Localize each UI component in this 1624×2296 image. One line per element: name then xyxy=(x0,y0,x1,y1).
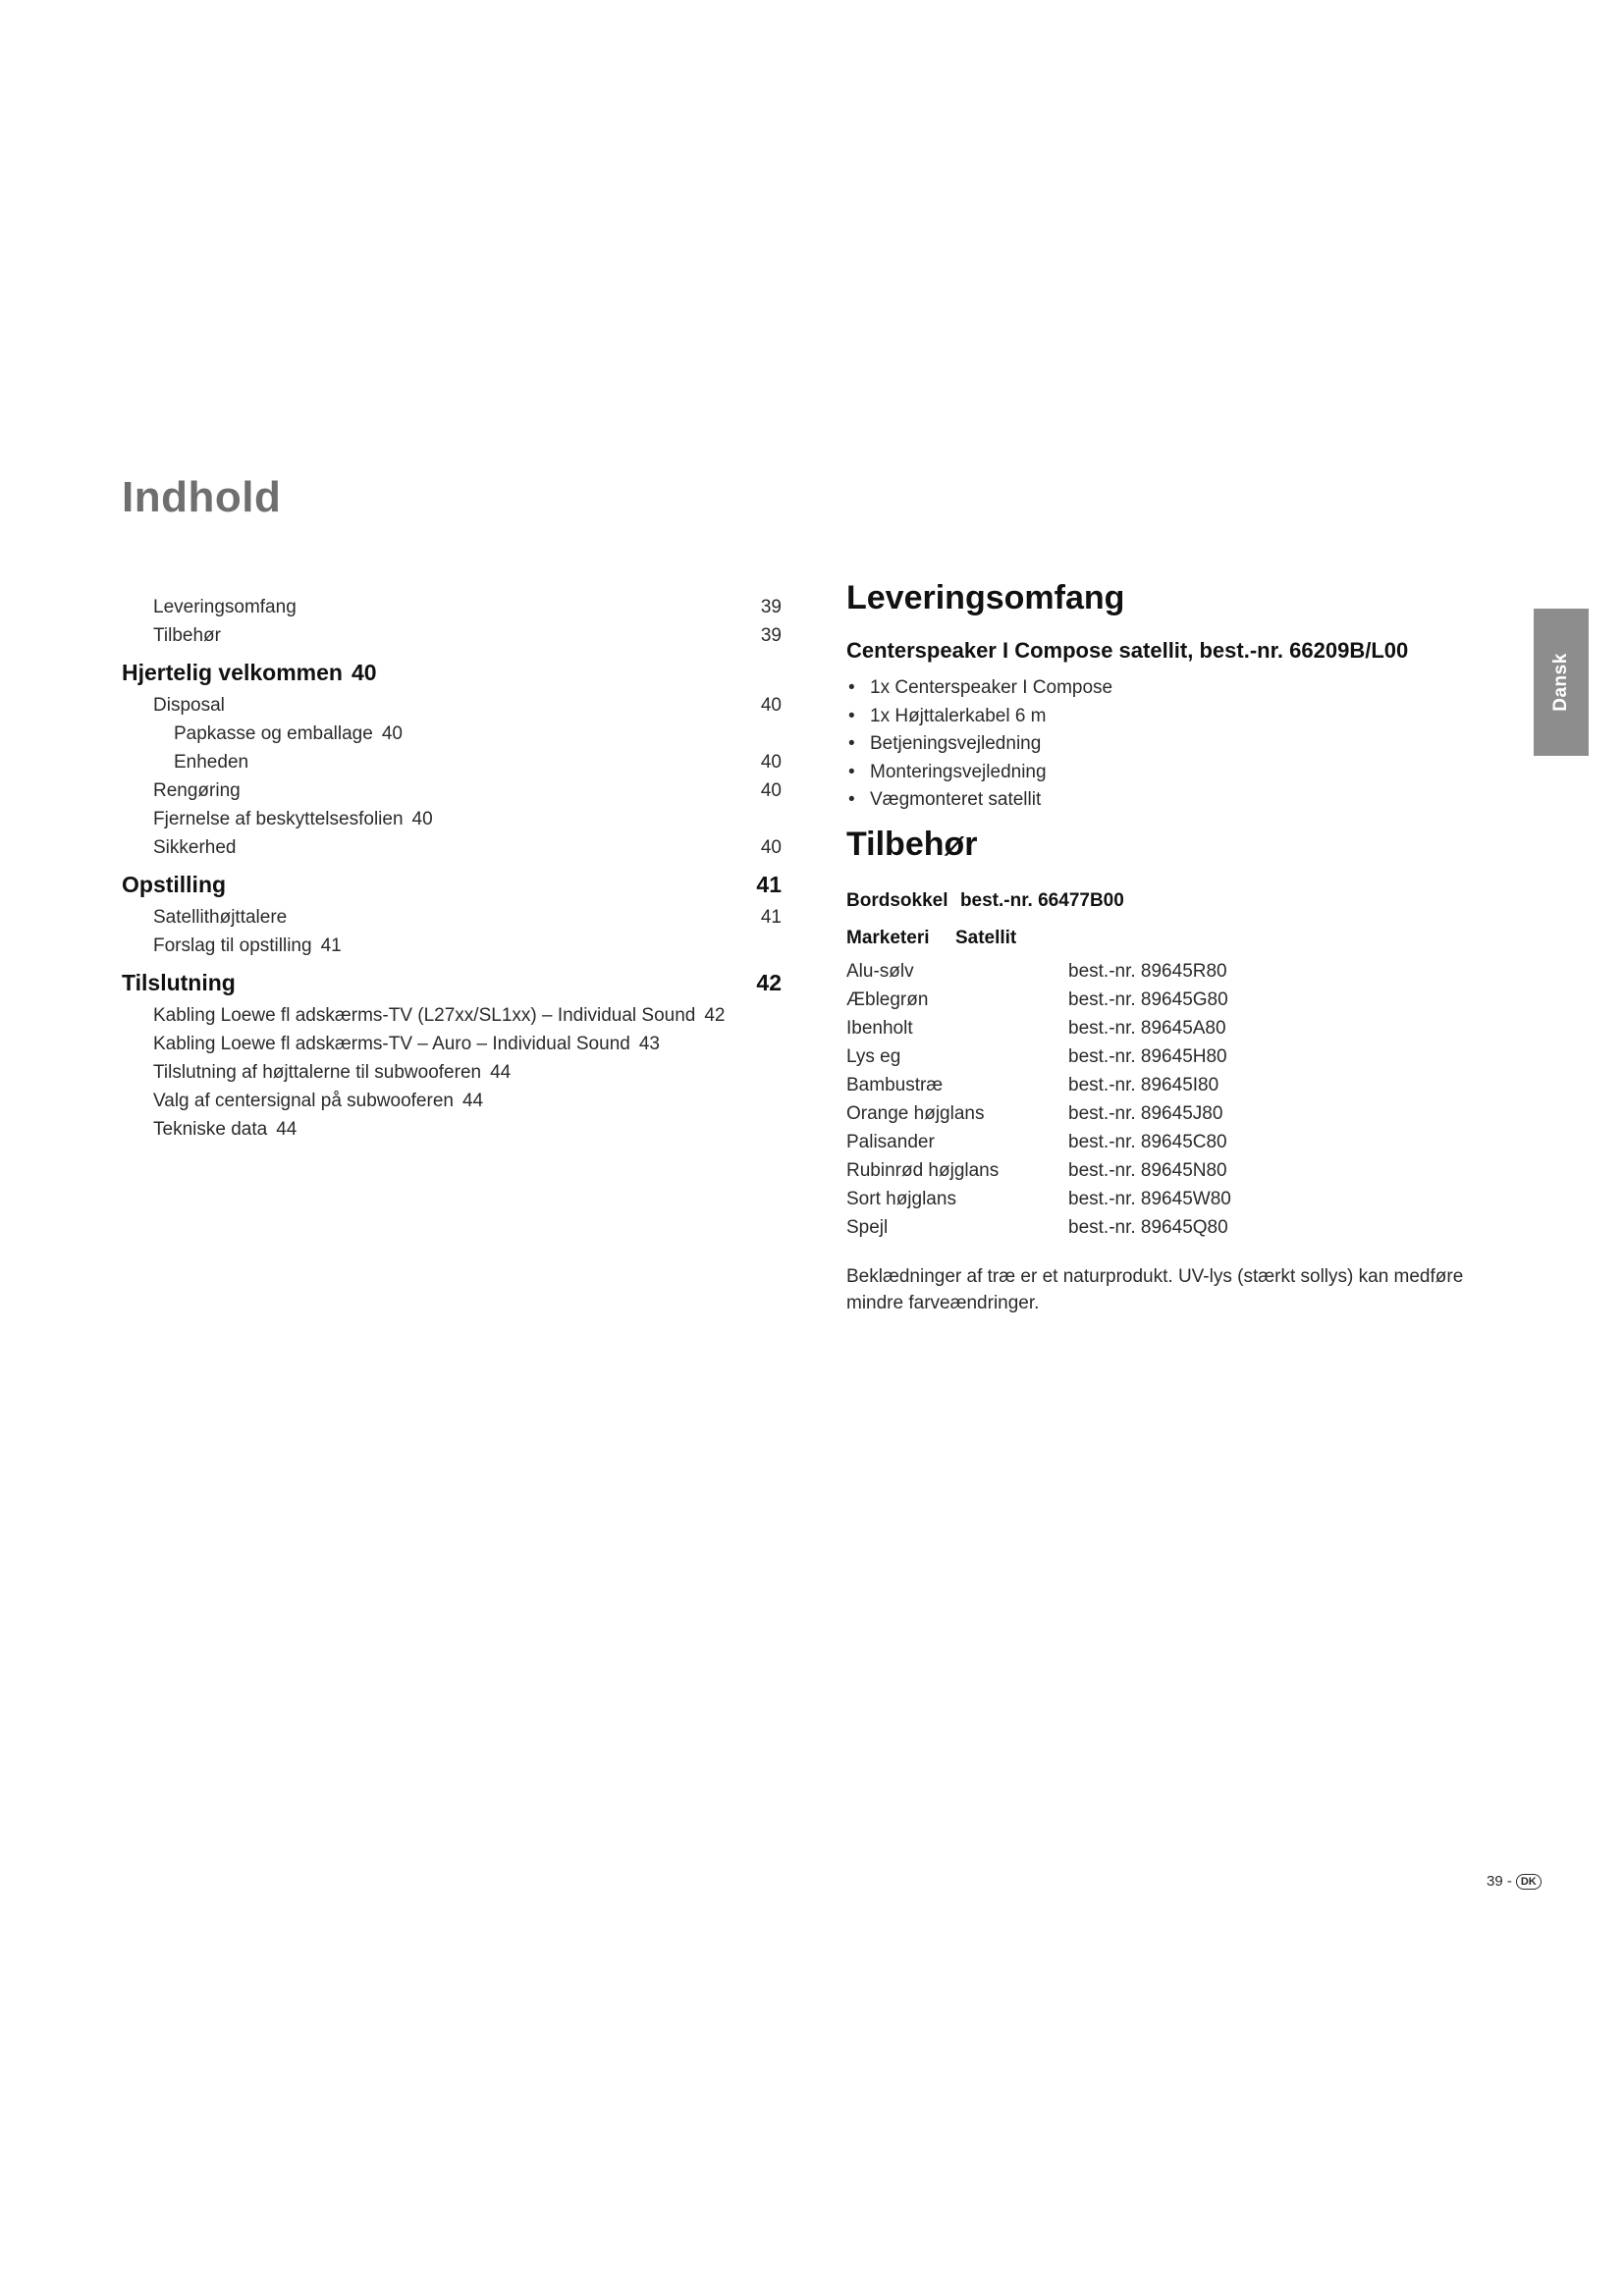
list-item xyxy=(846,789,1494,818)
toc-entry[interactable] xyxy=(122,723,782,752)
toc-page-number: 40 xyxy=(411,809,433,829)
list-item-text: Betjeningsvejledning xyxy=(870,733,1042,754)
toc-label: Rengøring xyxy=(153,780,241,801)
variant-number: best.-nr. 89645N80 xyxy=(1068,1159,1227,1181)
toc-page-number: 41 xyxy=(756,871,782,897)
variant-name: Orange højglans xyxy=(846,1102,985,1124)
toc-page-number: 39 xyxy=(760,625,782,646)
toc-entry[interactable] xyxy=(122,1034,782,1062)
toc-label: Sikkerhed xyxy=(153,837,237,858)
variant-number: best.-nr. 89645I80 xyxy=(1068,1074,1219,1095)
delivery-subtitle: Centerspeaker I Compose satellit, best.-nr. 66209B/L00 xyxy=(846,638,1409,663)
list-item-text: Vægmonteret satellit xyxy=(870,789,1042,810)
bullet-icon: • xyxy=(848,761,855,782)
toc-entry[interactable] xyxy=(122,752,782,780)
variant-row xyxy=(846,1217,1494,1246)
list-item xyxy=(846,706,1494,734)
variant-name: Sort højglans xyxy=(846,1188,956,1209)
variant-name: Rubinrød højglans xyxy=(846,1159,1000,1181)
list-item xyxy=(846,762,1494,790)
variant-name: Spejl xyxy=(846,1216,889,1238)
variant-number: best.-nr. 89645J80 xyxy=(1068,1102,1223,1124)
dk-badge-icon: DK xyxy=(1516,1874,1542,1890)
variant-number: best.-nr. 89645G80 xyxy=(1068,988,1228,1010)
toc-label: Leveringsomfang xyxy=(153,597,297,617)
variant-row xyxy=(846,961,1494,989)
variant-row xyxy=(846,989,1494,1018)
variant-name: Ibenholt xyxy=(846,1017,913,1039)
marquetry-label: Marketeri xyxy=(846,927,930,948)
toc-label: Opstilling xyxy=(122,871,227,897)
toc-label: Disposal xyxy=(153,695,225,716)
list-item-text: 1x Centerspeaker I Compose xyxy=(870,677,1113,698)
toc-entry[interactable] xyxy=(122,695,782,723)
variant-row xyxy=(846,1075,1494,1103)
toc-entry[interactable] xyxy=(122,625,782,654)
language-side-tab xyxy=(1534,609,1589,756)
table-of-contents xyxy=(122,597,782,1148)
toc-page-number: 44 xyxy=(490,1062,512,1083)
stand-number: best.-nr. 66477B00 xyxy=(959,889,1124,911)
marquetry-sub: Satellit xyxy=(954,927,1017,948)
bullet-icon: • xyxy=(848,677,855,698)
toc-label: Satellithøjttalere xyxy=(153,907,288,928)
toc-page-number: 40 xyxy=(760,780,782,801)
variant-name: Palisander xyxy=(846,1131,935,1152)
toc-label: Kabling Loewe fl adskærms-TV (L27xx/SL1xx) – Individual Sound xyxy=(153,1005,696,1026)
toc-entry[interactable] xyxy=(122,1062,782,1091)
bullet-icon: • xyxy=(848,733,855,754)
variant-number: best.-nr. 89645R80 xyxy=(1068,960,1227,982)
toc-label: Hjertelig velkommen xyxy=(122,659,343,685)
bullet-icon: • xyxy=(848,789,855,810)
toc-page-number: 43 xyxy=(638,1034,660,1054)
toc-label: Tilbehør xyxy=(153,625,221,646)
toc-heading[interactable] xyxy=(122,654,782,691)
toc-page-number: 40 xyxy=(381,723,403,744)
toc-entry[interactable] xyxy=(122,1005,782,1034)
toc-label: Enheden xyxy=(174,752,249,773)
marquetry-line xyxy=(846,928,1494,961)
side-tab-label: Dansk xyxy=(1550,653,1571,712)
list-item xyxy=(846,677,1494,706)
variant-row xyxy=(846,1160,1494,1189)
wood-note: Beklædninger af træ er et naturprodukt. UV-lys (stærkt sollys) kan medføre mindre farveændringer. xyxy=(846,1265,1464,1313)
toc-page-number: 40 xyxy=(351,659,377,685)
variant-row xyxy=(846,1018,1494,1046)
toc-label: Forslag til opstilling xyxy=(153,935,312,956)
toc-entry[interactable] xyxy=(122,597,782,625)
toc-page-number: 40 xyxy=(760,695,782,716)
page-footer xyxy=(1487,1873,1542,1890)
variant-row xyxy=(846,1103,1494,1132)
toc-page-number: 44 xyxy=(276,1119,298,1140)
page-number: 39 - xyxy=(1487,1873,1512,1890)
variant-name: Æblegrøn xyxy=(846,988,929,1010)
variant-number: best.-nr. 89645C80 xyxy=(1068,1131,1227,1152)
right-column xyxy=(846,579,1494,1335)
variant-number: best.-nr. 89645W80 xyxy=(1068,1188,1231,1209)
toc-label: Papkasse og emballage xyxy=(174,723,373,744)
toc-label: Tilslutning xyxy=(122,969,236,995)
delivery-title: Leveringsomfang xyxy=(846,579,1125,616)
toc-entry[interactable] xyxy=(122,780,782,809)
page-title: Indhold xyxy=(122,473,282,521)
toc-entry[interactable] xyxy=(122,907,782,935)
toc-label: Tilslutning af højttalerne til subwooferen xyxy=(153,1062,482,1083)
toc-label: Fjernelse af beskyttelsesfolien xyxy=(153,809,404,829)
delivery-list xyxy=(846,677,1494,818)
toc-entry[interactable] xyxy=(122,935,782,964)
toc-label: Valg af centersignal på subwooferen xyxy=(153,1091,454,1111)
list-item-text: 1x Højttalerkabel 6 m xyxy=(870,705,1047,726)
variant-name: Bambustræ xyxy=(846,1074,944,1095)
variant-number: best.-nr. 89645A80 xyxy=(1068,1017,1226,1039)
variant-number: best.-nr. 89645H80 xyxy=(1068,1045,1227,1067)
bullet-icon: • xyxy=(848,705,855,726)
toc-label: Kabling Loewe fl adskærms-TV – Auro – Individual Sound xyxy=(153,1034,630,1054)
toc-entry[interactable] xyxy=(122,837,782,866)
stand-label: Bordsokkel xyxy=(846,889,948,911)
list-item xyxy=(846,733,1494,762)
toc-label: Tekniske data xyxy=(153,1119,268,1140)
toc-page-number: 40 xyxy=(760,837,782,858)
toc-page-number: 44 xyxy=(461,1091,484,1111)
toc-entry[interactable] xyxy=(122,809,782,837)
variant-list xyxy=(846,961,1494,1246)
list-item-text: Monteringsvejledning xyxy=(870,761,1047,782)
variant-row xyxy=(846,1046,1494,1075)
toc-page-number: 41 xyxy=(320,935,342,956)
variant-name: Lys eg xyxy=(846,1045,901,1067)
variant-row xyxy=(846,1132,1494,1160)
toc-entry[interactable] xyxy=(122,1091,782,1119)
toc-heading[interactable] xyxy=(122,866,782,903)
stand-line xyxy=(846,890,1494,928)
variant-row xyxy=(846,1189,1494,1217)
toc-page-number: 39 xyxy=(760,597,782,617)
toc-heading[interactable] xyxy=(122,964,782,1001)
toc-page-number: 42 xyxy=(756,969,782,995)
accessories-title: Tilbehør xyxy=(846,825,978,863)
toc-page-number: 41 xyxy=(760,907,782,928)
toc-page-number: 42 xyxy=(704,1005,726,1026)
variant-name: Alu-sølv xyxy=(846,960,914,982)
variant-number: best.-nr. 89645Q80 xyxy=(1068,1216,1228,1238)
toc-entry[interactable] xyxy=(122,1119,782,1148)
toc-page-number: 40 xyxy=(760,752,782,773)
